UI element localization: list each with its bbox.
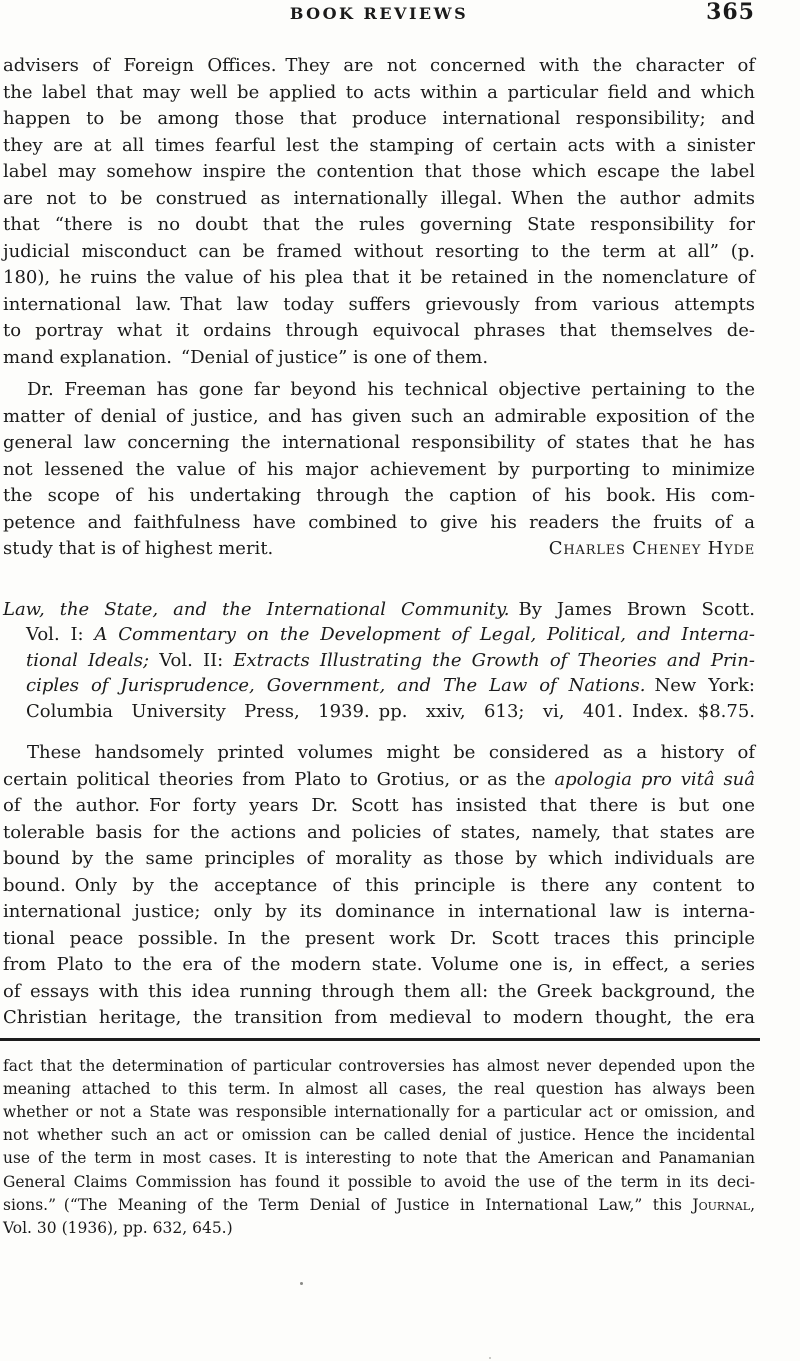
text-line: whether or not a State was responsible internationally for a particular act or omission, and [3,1102,755,1121]
running-title: BOOK REVIEWS [289,4,469,23]
text-line: of the author. For forty years Dr. Scott has insisted that there is but one [3,795,755,816]
scott-review-paragraph [3,740,755,1032]
text-line: happen to be among those that produce international responsibility; and [3,108,755,129]
text-line: advisers of Foreign Offices. They are not concerned with the character of [3,55,755,76]
reviewer-signature: Charles Cheney Hyde [548,538,755,559]
text-line: of essays with this idea running through them all: the Greek background, the [3,980,755,1002]
text-line: Columbia University Press, 1939. pp. xxiv, 613; vi, 401. Index. $8.75. [26,700,755,722]
text-line: to portray what it ordains through equivocal phrases that themselves de- [3,320,755,341]
text-line: the label that may well be applied to acts within a particular field and which [3,81,755,103]
text-line: from Plato to the era of the modern state. Volume one is, in effect, a series [3,954,755,975]
text-line: ciples of Jurisprudence, Government, and The Law of Nations. New York: [26,675,755,696]
text-line: tolerable basis for the actions and policies of states, namely, that states are [3,821,755,843]
text-line: are not to be construed as internationally illegal. When the author admits [3,187,755,209]
text-line: General Claims Commission has found it possible to avoid the use of the term in its deci- [3,1172,755,1191]
review-closing-line [3,536,755,563]
text-line: judicial misconduct can be framed without resorting to the term at all” (p. [3,240,755,262]
closing-text: study that is of highest merit. [3,538,274,559]
text-line: Christian heritage, the transition from medieval to modern thought, the era [3,1007,755,1028]
text-line: Vol. I: A Commentary on the Development of Legal, Political, and Interna- [26,624,756,645]
book-citation-block [3,597,755,725]
text-line: international justice; only by its dominance in international law is interna- [3,901,755,922]
text-line: not lessened the value of his major achievement by purporting to minimize [3,458,755,480]
text-line: bound by the same principles of morality as those by which individuals are [3,848,755,869]
text-line: Vol. 30 (1936), pp. 632, 645.) [3,1218,233,1237]
freeman-review-paragraph-2 [3,377,755,536]
text-line: label may somehow inspire the contention that those which escape the label [3,161,755,182]
text-line: matter of denial of justice, and has given such an admirable exposition of the [3,405,755,427]
text-line: Law, the State, and the International Community. By James Brown Scott. [3,598,755,620]
text-line: international law. That law today suffers grievously from various attempts [3,293,755,315]
footnote-block [3,1055,755,1241]
text-line: petence and faithfulness have combined to give his readers the fruits of a [3,511,755,533]
text-line: sions.” (“The Meaning of the Term Denial of Justice in International Law,” this Journal, [3,1195,755,1214]
text-line: that “there is no doubt that the rules governing State responsibility for [3,214,755,235]
text-line: Dr. Freeman has gone far beyond his technical objective pertaining to the [27,379,755,400]
text-line: use of the term in most cases. It is interesting to note that the American and Panamanian [3,1149,755,1168]
text-line: meaning attached to this term. In almost all cases, the real question has always been [3,1079,755,1098]
text-line: fact that the determination of particular controversies has almost never depended upon the [3,1056,755,1075]
text-line: they are at all times fearful lest the stamping of certain acts with a sinister [3,134,755,156]
page-header [3,0,755,28]
text-line: not whether such an act or omission can be called denial of justice. Hence the incidental [3,1126,755,1145]
text-line: general law concerning the international responsibility of states that he has [3,432,755,453]
text-line: certain political theories from Plato to Grotius, or as the apologia pro vitâ suâ [3,768,756,790]
freeman-review-paragraph-1 [3,53,755,371]
text-line: tional peace possible. In the present work Dr. Scott traces this principle [3,927,755,949]
footnote-separator-rule [0,1038,760,1041]
text-line: These handsomely printed volumes might be considered as a history of [27,742,755,763]
text-line: bound. Only by the acceptance of this principle is there any content to [3,874,755,896]
scan-speck [300,1282,303,1285]
text-line: 180), he ruins the value of his plea that it be retained in the nomenclature of [3,267,755,288]
text-line: mand explanation. “Denial of justice” is one of them. [3,346,489,368]
text-line: the scope of his undertaking through the caption of his book. His com- [3,485,755,506]
page-number: 365 [706,0,755,25]
text-line: tional Ideals; Vol. II: Extracts Illustrating the Growth of Theories and Prin- [26,649,755,671]
scan-speck [489,1357,491,1359]
